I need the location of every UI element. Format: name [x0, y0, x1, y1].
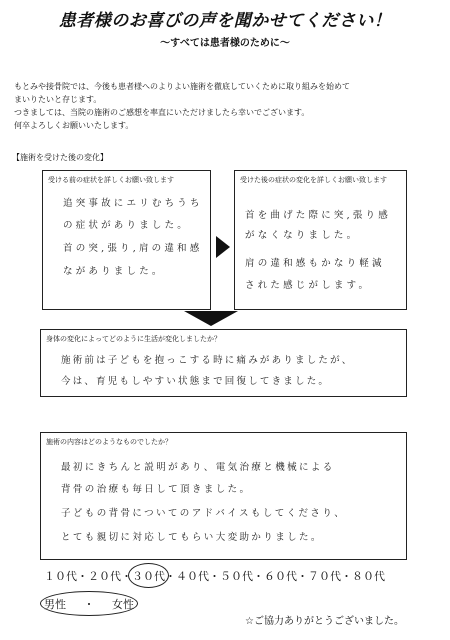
- after-box-label: 受けた後の症状の変化を詳しくお願い致します: [240, 176, 387, 184]
- handwritten-line: 首の突,張り,肩の違和感: [63, 243, 203, 254]
- handwritten-line: 子どもの背骨についてのアドバイスもしてくださり、: [61, 508, 347, 519]
- down-arrow-icon: [184, 311, 238, 326]
- intro-line: 何卒よろしくお願いいたします。: [14, 121, 134, 130]
- age-option[interactable]: ５０代: [220, 570, 253, 583]
- before-box-label: 受ける前の症状を詳しくお願い致します: [48, 176, 174, 184]
- handwritten-line: とても親切に対応してもらい大変助かりました。: [61, 532, 323, 543]
- age-options: １０代・２０代・３０代・４０代・５０代・６０代・７０代・８０代: [44, 570, 385, 583]
- thanks-message: ☆ご協力ありがとうございました。: [245, 616, 404, 627]
- handwritten-line: 背骨の治療も毎日して頂きました。: [61, 484, 252, 495]
- after-symptoms-box: [234, 170, 407, 310]
- age-option[interactable]: ６０代: [264, 570, 297, 583]
- age-option[interactable]: ８０代: [352, 570, 385, 583]
- life-box-label: 身体の変化によってどのように生活が変化しましたか？: [46, 335, 221, 343]
- intro-paragraph: [14, 80, 434, 132]
- age-option[interactable]: ４０代: [176, 570, 209, 583]
- section-label: 【施術を受けた後の変化】: [12, 153, 108, 162]
- intro-line: もとみや接骨院では、今後も患者様へのよりよい施術を徹底していくために取り組みを始めて: [14, 82, 350, 91]
- intro-line: まいりたいと存じます。: [14, 95, 102, 104]
- handwritten-line: された感じがします。: [245, 280, 372, 291]
- content-box-label: 施術の内容はどのようなものでしたか？: [46, 438, 172, 446]
- before-symptoms-box: [42, 170, 211, 310]
- handwritten-line: の症状がありました。: [63, 220, 191, 231]
- handwritten-line: がなくなりました。: [245, 230, 360, 241]
- age-option[interactable]: ２０代: [88, 570, 121, 583]
- treatment-content-box: [40, 432, 407, 560]
- gender-option-female-selected[interactable]: 女性: [112, 598, 134, 611]
- age-option[interactable]: ７０代: [308, 570, 341, 583]
- handwritten-line: 首を曲げた際に突,張り感: [245, 210, 391, 221]
- handwritten-line: 施術前は子どもを抱っこする時に痛みがありましたが、: [61, 355, 354, 366]
- handwritten-line: 肩の違和感もかなり軽減: [245, 258, 385, 269]
- gender-option-male[interactable]: 男性: [44, 598, 66, 611]
- handwritten-line: 今は、育児もしやすい状態まで回復してきました。: [61, 376, 331, 387]
- gender-options: 男性 ・ 女性: [44, 598, 134, 611]
- intro-line: つきましては、当院の施術のご感想を率直にいただけましたら幸いでございます。: [14, 108, 310, 117]
- page-subtitle: ～すべては患者様のために～: [160, 38, 290, 49]
- handwritten-line: 追突事故にエリむちうち: [63, 198, 203, 209]
- right-arrow-icon: [216, 236, 230, 258]
- handwritten-line: 最初にきちんと説明があり、電気治療と機械による: [61, 462, 335, 473]
- life-change-box: [40, 329, 407, 397]
- age-option[interactable]: １０代: [44, 570, 77, 583]
- age-option-selected[interactable]: ３０代: [132, 570, 165, 583]
- handwritten-line: ながありました。: [63, 266, 165, 277]
- page-title: 患者様のお喜びの声を聞かせてください！: [58, 11, 392, 31]
